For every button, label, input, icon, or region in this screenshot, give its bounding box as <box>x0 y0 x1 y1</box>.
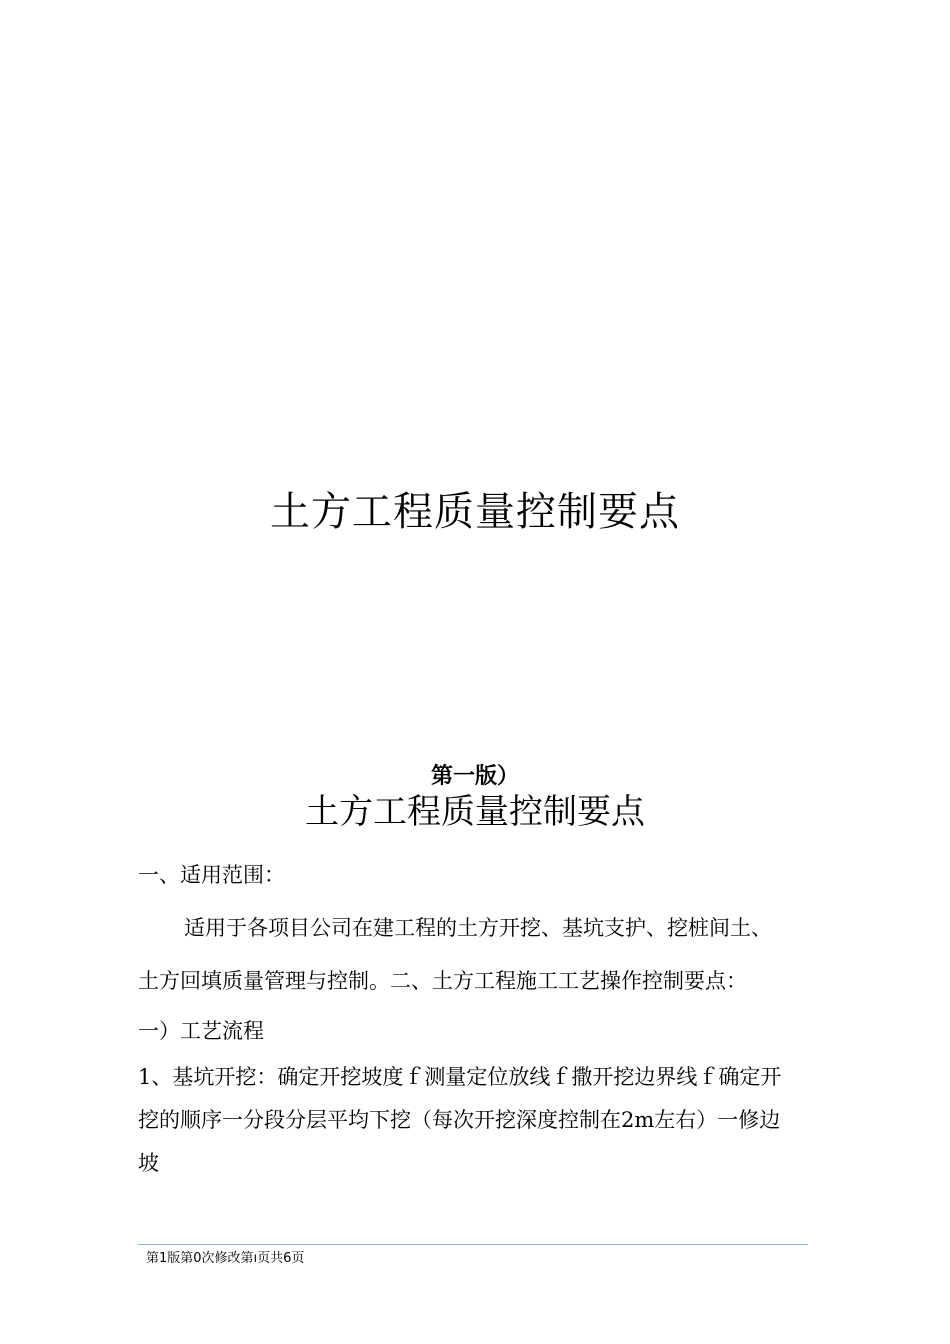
footer-page-info: 第1版第0次修改第ı页共6页 <box>146 1251 305 1266</box>
document-title: 土方工程质量控制要点 <box>305 792 645 832</box>
section-heading-scope: 一、适用范围： <box>138 863 285 887</box>
edition-label: 第一版） <box>430 764 519 789</box>
paragraph-line: 挖的顺序一分段分层平均下挖（每次开挖深度控制在2m左右）一修边 <box>138 1108 781 1132</box>
paragraph-line: 土方回填质量管理与控制。二、土方工程施工工艺操作控制要点： <box>138 969 747 993</box>
subsection-heading-process: 一）工艺流程 <box>138 1019 264 1043</box>
paragraph-line: 1、基坑开挖：确定开挖坡度ｆ测量定位放线ｆ撒开挖边界线ｆ确定开 <box>138 1065 782 1089</box>
paragraph-line: 适用于各项目公司在建工程的土方开挖、基坑支护、挖桩间土、 <box>184 916 772 940</box>
footer-divider <box>138 1244 808 1245</box>
paragraph-line: 坡 <box>138 1151 159 1175</box>
cover-title: 土方工程质量控制要点 <box>270 489 680 535</box>
